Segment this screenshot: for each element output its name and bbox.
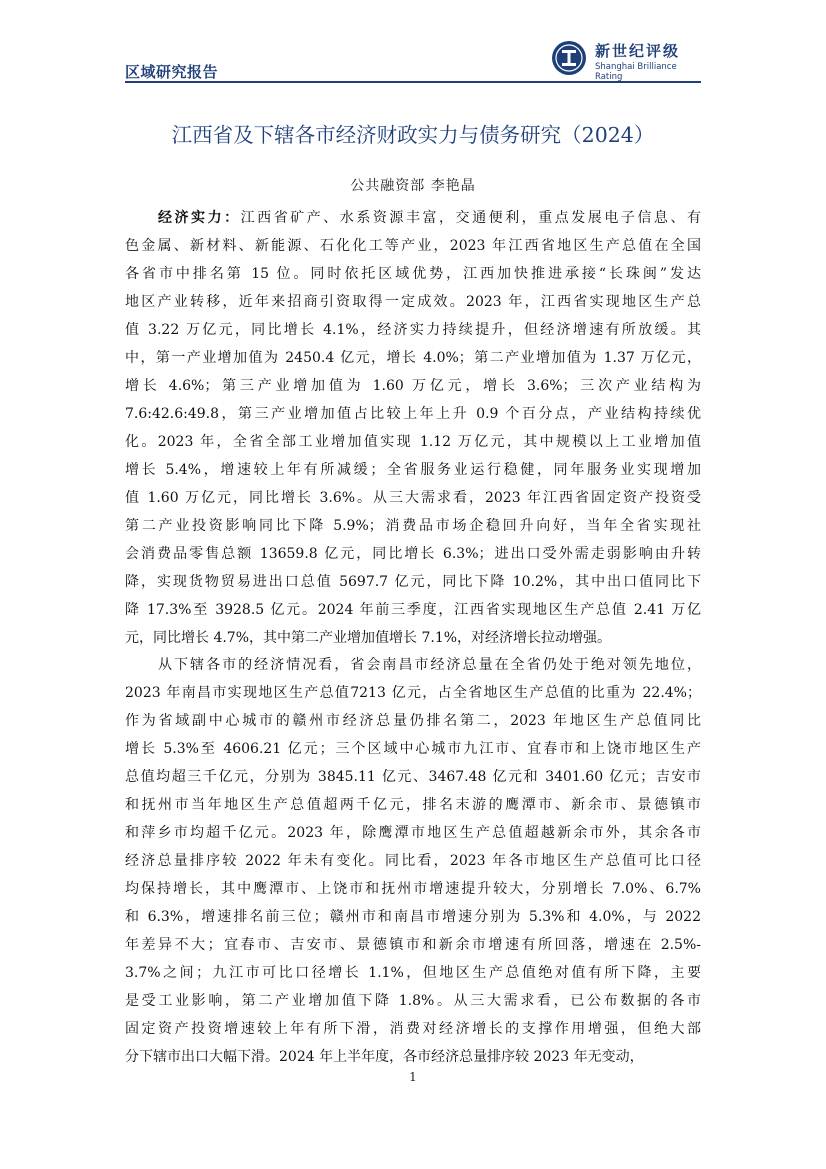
- text-line: 地区产业转移，近年来招商引资取得一定成效。2023 年，江西省实现地区生产总: [125, 294, 701, 310]
- line-text: 江西省矿产、水系资源丰富，交通便利，重点发展电子信息、有: [240, 210, 701, 226]
- brand-emblem-icon: [551, 40, 587, 76]
- text-line: 分下辖市出口大幅下滑。2024 年上半年度，各市经济总量排序较 2023 年无变动，: [125, 1049, 644, 1065]
- text-line: 化。2023 年，全省全部工业增加值实现 1.12 万亿元，其中规模以上工业增加值: [125, 434, 701, 450]
- paragraph-cities-economy: [125, 651, 701, 1071]
- text-line: 增长 4.6%；第三产业增加值为 1.60 万亿元，增长 3.6%；三次产业结构为: [125, 378, 701, 394]
- logo-chinese-name: 新世纪评级: [595, 42, 681, 60]
- text-line: 降 17.3%至 3928.5 亿元。2024 年前三季度，江西省实现地区生产总值 2.41 万亿: [125, 602, 701, 618]
- text-line: 是受工业影响，第二产业增加值下降 1.8%。从三大需求看，已公布数据的各市: [125, 993, 701, 1009]
- text-line: 值 3.22 万亿元，同比增长 4.1%，经济实力持续提升，但经济增速有所放缓。其: [125, 322, 701, 338]
- text-line: 色金属、新材料、新能源、石化化工等产业，2023 年江西省地区生产总值在全国: [125, 238, 701, 254]
- text-line: 和 6.3%，增速排名前三位；赣州市和南昌市增速分别为 5.3%和 4.0%，与 2022: [125, 909, 701, 925]
- text-line: 元，同比增长 4.7%，其中第二产业增加值增长 7.1%，对经济增长拉动增强。: [125, 630, 612, 646]
- paragraph-lead: 经济实力：: [158, 210, 241, 226]
- text-line: 值 1.60 万亿元，同比增长 3.6%。从三大需求看，2023 年江西省固定资产投资受: [125, 490, 701, 506]
- text-line: 7.6:42.6:49.8，第三产业增加值占比较上年上升 0.9 个百分点，产业结构持续优: [125, 406, 701, 422]
- text-line: 固定资产投资增速较上年有所下滑，消费对经济增长的支撑作用增强，但绝大部: [125, 1021, 701, 1037]
- text-line: 各省市中排名第 15 位。同时依托区域优势，江西加快推进承接“长珠闽”发达: [125, 266, 701, 282]
- page-header: [125, 38, 701, 82]
- page-number: 1: [409, 1070, 417, 1084]
- text-line: 3.7%之间；九江市可比口径增长 1.1%，但地区生产总值绝对值有所下降，主要: [125, 965, 701, 981]
- brand-logo: [551, 40, 701, 82]
- text-line: 第二产业投资影响同比下降 5.9%；消费品市场企稳回升向好，当年全省实现社: [125, 518, 701, 534]
- text-line: 作为省域副中心城市的赣州市经济总量仍排名第二，2023 年地区生产总值同比: [125, 713, 701, 729]
- text-line: 均保持增长，其中鹰潭市、上饶市和抚州市增速提升较大，分别增长 7.0%、6.7%: [125, 881, 701, 897]
- section-label: 区域研究报告: [125, 63, 219, 81]
- text-line: 中，第一产业增加值为 2450.4 亿元，增长 4.0%；第二产业增加值为 1.37 万亿元，: [125, 350, 701, 366]
- report-title: 江西省及下辖各市经济财政实力与债务研究（2024）: [171, 123, 655, 147]
- paragraph-economic-strength: [125, 204, 701, 652]
- text-line: 和萍乡市均超千亿元。2023 年，除鹰潭市地区生产总值超越新余市外，其余各市: [125, 825, 701, 841]
- logo-english-name: Shanghai Brilliance Rating: [595, 62, 677, 82]
- header-divider: [125, 81, 701, 83]
- report-authors: 公共融资部 李艳晶: [350, 178, 476, 194]
- text-line: 年差异不大；宜春市、吉安市、景德镇市和新余市增速有所回落，增速在 2.5%-: [125, 937, 701, 953]
- text-line: 总值均超三千亿元，分别为 3845.11 亿元、3467.48 亿元和 3401.60 亿元；吉安市: [125, 769, 701, 785]
- text-line: 2023 年南昌市实现地区生产总值7213 亿元，占全省地区生产总值的比重为 22.4%；: [125, 685, 701, 701]
- text-line: 增长 5.4%，增速较上年有所减缓；全省服务业运行稳健，同年服务业实现增加: [125, 462, 701, 478]
- text-line: 降，实现货物贸易进出口总值 5697.7 亿元，同比下降 10.2%，其中出口值同比下: [125, 574, 701, 590]
- text-line: 增长 5.3%至 4606.21 亿元；三个区域中心城市九江市、宜春市和上饶市地区生产: [125, 741, 701, 757]
- text-line: 和抚州市当年地区生产总值超两千亿元，排名末游的鹰潭市、新余市、景德镇市: [125, 797, 701, 813]
- text-line: 从下辖各市的经济情况看，省会南昌市经济总量在全省仍处于绝对领先地位，: [158, 657, 701, 673]
- text-line: [125, 204, 701, 232]
- text-line: 经济总量排序较 2022 年未有变化。同比看，2023 年各市地区生产总值可比口径: [125, 853, 701, 869]
- text-line: 会消费品零售总额 13659.8 亿元，同比增长 6.3%；进出口受外需走弱影响由升转: [125, 546, 701, 562]
